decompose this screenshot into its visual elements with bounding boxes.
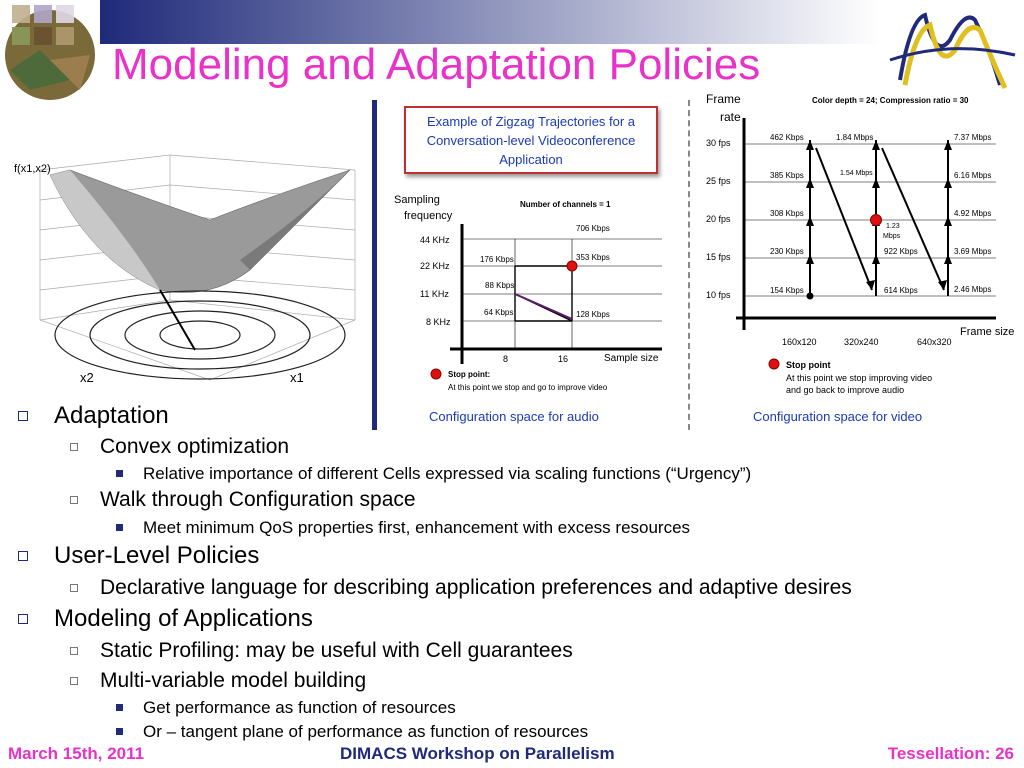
square-bullet-icon (116, 728, 123, 735)
video-ytick: 20 fps (706, 214, 731, 224)
video-stop-desc: and go back to improve audio (786, 385, 905, 395)
audio-legend-dot (431, 369, 441, 379)
bullet-text: Get performance as function of resources (143, 698, 456, 717)
video-rate-label: 4.92 Mbps (954, 209, 992, 218)
video-rate-label: 2.46 Mbps (954, 285, 992, 294)
video-rate-label: 1.54 Mbps (840, 170, 873, 177)
video-rate-label: 3.69 Mbps (954, 247, 992, 256)
audio-stop-title: Stop point: (448, 370, 491, 379)
video-rate-label: 1.23 (886, 223, 900, 230)
video-rate-label: 230 Kbps (770, 247, 804, 256)
video-rate-label: 7.37 Mbps (954, 133, 992, 142)
example-callout: Example of Zigzag Trajectories for a Conversation-level Videoconference Application (404, 106, 658, 174)
list-item (116, 518, 690, 538)
video-header: Color depth = 24; Compression ratio = 30 (812, 96, 969, 105)
bullet-text: Adaptation (54, 402, 169, 429)
audio-ytick: 11 KHz (420, 289, 449, 299)
video-rate-label: Mbps (883, 233, 901, 240)
square-bullet-icon (116, 524, 123, 531)
video-y-title-1: Frame (706, 92, 741, 106)
video-stop-title: Stop point (786, 360, 831, 370)
video-rate-label: 385 Kbps (770, 171, 804, 180)
audio-rate-label: 353 Kbps (576, 253, 610, 262)
list-item (116, 698, 456, 718)
square-bullet-icon (116, 470, 123, 477)
list-item (70, 435, 289, 459)
footer-event: DIMACS Workshop on Parallelism (340, 744, 615, 763)
bullet-text: Meet minimum QoS properties first, enhancement with excess resources (143, 518, 691, 537)
list-item (70, 639, 573, 663)
surface-plot-3d (10, 150, 370, 395)
audio-xtick: 16 (558, 354, 569, 364)
video-caption: Configuration space for video (753, 409, 923, 424)
video-rate-label: 308 Kbps (770, 209, 804, 218)
list-item (18, 605, 313, 633)
list-item (18, 402, 169, 430)
video-stop-desc: At this point we stop improving video (786, 373, 933, 383)
video-ytick: 25 fps (706, 176, 731, 186)
video-rate-label: 922 Kbps (884, 247, 918, 256)
list-item (18, 542, 259, 570)
audio-config-chart (390, 194, 690, 424)
bullet-text: Multi-variable model building (100, 669, 367, 692)
video-ytick: 10 fps (706, 290, 731, 300)
audio-ytick: 22 KHz (420, 261, 450, 271)
bullet-text: Static Profiling: may be useful with Cell guarantees (100, 639, 573, 662)
square-bullet-icon (18, 614, 28, 624)
title-gradient-bar (100, 0, 880, 44)
audio-rate-label: 706 Kbps (576, 224, 610, 233)
square-bullet-icon (70, 647, 78, 655)
bullet-text: Relative importance of different Cells expressed via scaling functions (“Urgency”) (143, 464, 752, 483)
list-item (70, 669, 366, 693)
square-bullet-icon (116, 704, 123, 711)
video-rate-label: 462 Kbps (770, 133, 804, 142)
video-xtick: 640x320 (917, 337, 952, 347)
audio-x-title: Sample size (604, 353, 659, 364)
audio-ytick: 8 KHz (426, 317, 451, 327)
list-item (116, 464, 751, 484)
video-ytick: 30 fps (706, 138, 731, 148)
z-axis-label: f(x1,x2) (14, 163, 51, 175)
bullet-text: Declarative language for describing application preferences and adaptive desires (100, 576, 852, 599)
audio-y-title-1: Sampling (394, 194, 440, 206)
x1-axis-label: x1 (290, 370, 304, 385)
footer-date: March 15th, 2011 (8, 744, 145, 763)
video-config-chart (696, 90, 1024, 410)
slide-title: Modeling and Adaptation Policies (112, 40, 761, 89)
video-y-title-2: rate (720, 110, 741, 124)
square-bullet-icon (70, 584, 78, 592)
footer-page-number: Tessellation: 26 (887, 744, 1014, 763)
audio-y-title-2: frequency (404, 210, 453, 222)
bullet-text: Convex optimization (100, 435, 290, 458)
video-rate-label: 6.16 Mbps (954, 171, 992, 180)
list-item (116, 722, 588, 742)
audio-rate-label: 88 Kbps (485, 281, 515, 290)
audio-caption: Configuration space for audio (429, 409, 599, 424)
bullet-text: Or – tangent plane of performance as function of resources (143, 722, 589, 741)
video-rate-label: 1.84 Mbps (836, 133, 874, 142)
video-xtick: 320x240 (844, 337, 879, 347)
video-rate-label: 614 Kbps (884, 286, 918, 295)
square-bullet-icon (70, 677, 78, 685)
video-ytick: 15 fps (706, 252, 731, 262)
video-xtick: 160x120 (782, 337, 817, 347)
bullet-text: User-Level Policies (54, 542, 260, 569)
square-bullet-icon (18, 411, 28, 421)
x2-axis-label: x2 (80, 370, 94, 385)
m-logo (880, 0, 1020, 100)
mosaic-logo (0, 0, 100, 100)
audio-rate-label: 176 Kbps (480, 255, 514, 264)
list-item (70, 488, 416, 512)
bullet-text: Walk through Configuration space (100, 488, 416, 511)
vertical-divider (372, 100, 377, 430)
square-bullet-icon (18, 551, 28, 561)
audio-stop-point (567, 261, 577, 271)
square-bullet-icon (70, 496, 78, 504)
audio-ytick: 44 KHz (420, 235, 450, 245)
video-x-title: Frame size (960, 326, 1015, 338)
bullet-text: Modeling of Applications (54, 605, 313, 632)
audio-header: Number of channels = 1 (520, 200, 611, 209)
audio-stop-desc: At this point we stop and go to improve video (448, 383, 608, 392)
square-bullet-icon (70, 443, 78, 451)
video-legend-dot (769, 359, 779, 369)
video-stop-point (871, 215, 882, 226)
audio-xtick: 8 (503, 354, 509, 364)
video-rate-label: 154 Kbps (770, 286, 804, 295)
audio-rate-label: 64 Kbps (484, 308, 514, 317)
list-item (70, 576, 852, 600)
audio-rate-label: 128 Kbps (576, 310, 610, 319)
